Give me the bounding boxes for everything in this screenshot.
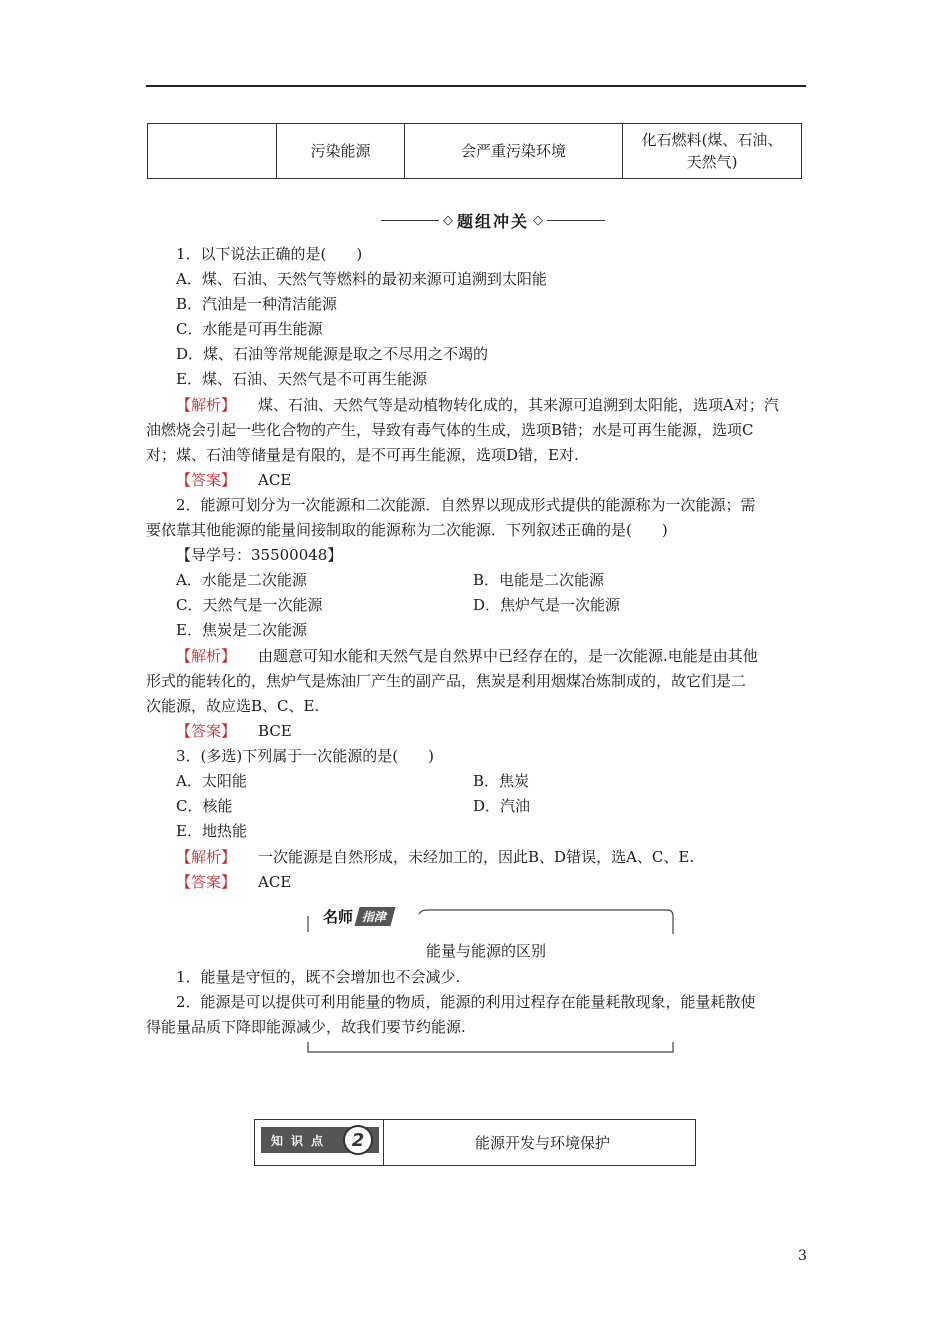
answer-tag: 【答案】: [176, 471, 237, 489]
q1-analysis-line: 油燃烧会引起一些化合物的产生，导致有毒气体的生成，选项B错；水是可再生能源，选项C: [146, 421, 754, 439]
knowledge-point-header: [254, 1119, 696, 1166]
table-cell: [623, 124, 802, 179]
table-cell-line: 化石燃料(煤、石油、: [641, 131, 783, 149]
q1-option-e: E．煤、石油、天然气是不可再生能源: [176, 370, 427, 388]
q3-stem: 3．(多选)下列属于一次能源的是( ): [176, 747, 434, 765]
q2-option-b: B．电能是二次能源: [473, 571, 605, 589]
q2-option-c: C．天然气是一次能源: [176, 596, 323, 614]
diamond-icon: ◇: [533, 212, 543, 228]
analysis-text: 一次能源是自然形成，未经加工的，因此B、D错误，选A、C、E.: [258, 848, 695, 866]
q1-answer-line: [176, 470, 291, 490]
teacher-tip-badge: [323, 904, 393, 928]
table-cell: [148, 124, 277, 179]
q2-analysis-line: [176, 646, 758, 666]
knowledge-point-title: 能源开发与环境保护: [475, 1134, 611, 1152]
q1-option-c: C．水能是可再生能源: [176, 320, 323, 338]
section-title: [360, 208, 626, 232]
q1-option-d: D．煤、石油等常规能源是取之不尽用之不竭的: [176, 345, 489, 363]
badge-text-main: 名师: [323, 907, 354, 926]
q1-option-a: A．煤、石油、天然气等燃料的最初来源可追溯到太阳能: [176, 270, 547, 288]
q2-guide-number: 【导学号：35500048】: [176, 546, 343, 564]
tip-paragraph: 2．能源是可以提供可利用能量的物质，能源的利用过程存在能量耗散现象，能量耗散使: [176, 993, 756, 1011]
header-rule: [146, 85, 806, 87]
answer-tag: 【答案】: [176, 873, 237, 891]
table-cell: 污染能源: [277, 124, 405, 179]
analysis-text: 煤、石油、天然气等是动植物转化成的，其来源可追溯到太阳能，选项A对；汽: [258, 396, 779, 414]
q2-option-a: A．水能是二次能源: [176, 571, 307, 589]
q3-option-c: C．核能: [176, 797, 233, 815]
page-number: 3: [798, 1248, 807, 1264]
table-cell: 会严重污染环境: [405, 124, 623, 179]
q2-stem: 2．能源可划分为一次能源和二次能源．自然界以现成形式提供的能源称为一次能源；需: [176, 496, 756, 514]
answer-text: BCE: [258, 722, 292, 740]
q1-analysis-line: 对；煤、石油等储量是有限的，是不可再生能源，选项D错，E对.: [146, 446, 579, 464]
energy-table: [147, 123, 802, 179]
q2-answer-line: [176, 721, 292, 741]
badge-text-tag: 指津: [354, 907, 395, 926]
q3-answer-line: [176, 872, 291, 892]
answer-text: ACE: [258, 471, 292, 489]
q3-option-a: A．太阳能: [176, 772, 247, 790]
table-row: [148, 124, 802, 179]
section-title-text: 题组冲关: [456, 211, 529, 231]
tip-paragraph: 得能量品质下降即能源减少，故我们要节约能源.: [146, 1018, 466, 1036]
answer-tag: 【答案】: [176, 722, 237, 740]
analysis-tag: 【解析】: [176, 647, 237, 665]
title-line-right: [547, 220, 605, 221]
diamond-icon: ◇: [442, 212, 453, 228]
q1-option-b: B．汽油是一种清洁能源: [176, 295, 338, 313]
table-cell-line: 天然气): [686, 153, 738, 171]
q2-analysis-line: 次能源，故应选B、C、E.: [146, 697, 320, 715]
tip-title: 能量与能源的区别: [426, 942, 547, 960]
q3-analysis-line: [176, 847, 694, 867]
q1-stem: 1．以下说法正确的是( ): [176, 245, 363, 263]
title-line-left: [381, 220, 439, 221]
q2-option-d: D．焦炉气是一次能源: [473, 596, 621, 614]
q1-analysis-line: [176, 395, 779, 415]
q3-option-b: B．焦炭: [473, 772, 530, 790]
analysis-text: 由题意可知水能和天然气是自然界中已经存在的，是一次能源.电能是由其他: [258, 647, 758, 665]
q3-option-d: D．汽油: [473, 797, 531, 815]
q2-option-e: E．焦炭是二次能源: [176, 621, 307, 639]
analysis-tag: 【解析】: [176, 848, 237, 866]
tip-paragraph: 1．能量是守恒的，既不会增加也不会减少.: [176, 968, 461, 986]
q3-option-e: E．地热能: [176, 822, 247, 840]
analysis-tag: 【解析】: [176, 396, 237, 414]
q2-stem: 要依靠其他能源的能量间接制取的能源称为二次能源．下列叙述正确的是( ): [146, 521, 668, 539]
knowledge-point-number: 2: [343, 1125, 373, 1155]
answer-text: ACE: [258, 873, 292, 891]
divider: [383, 1120, 384, 1165]
knowledge-point-tab: 知识点: [261, 1127, 379, 1153]
q2-analysis-line: 形式的能转化的，焦炉气是炼油厂产生的副产品，焦炭是利用烟煤冶炼制成的，故它们是二: [146, 672, 747, 690]
